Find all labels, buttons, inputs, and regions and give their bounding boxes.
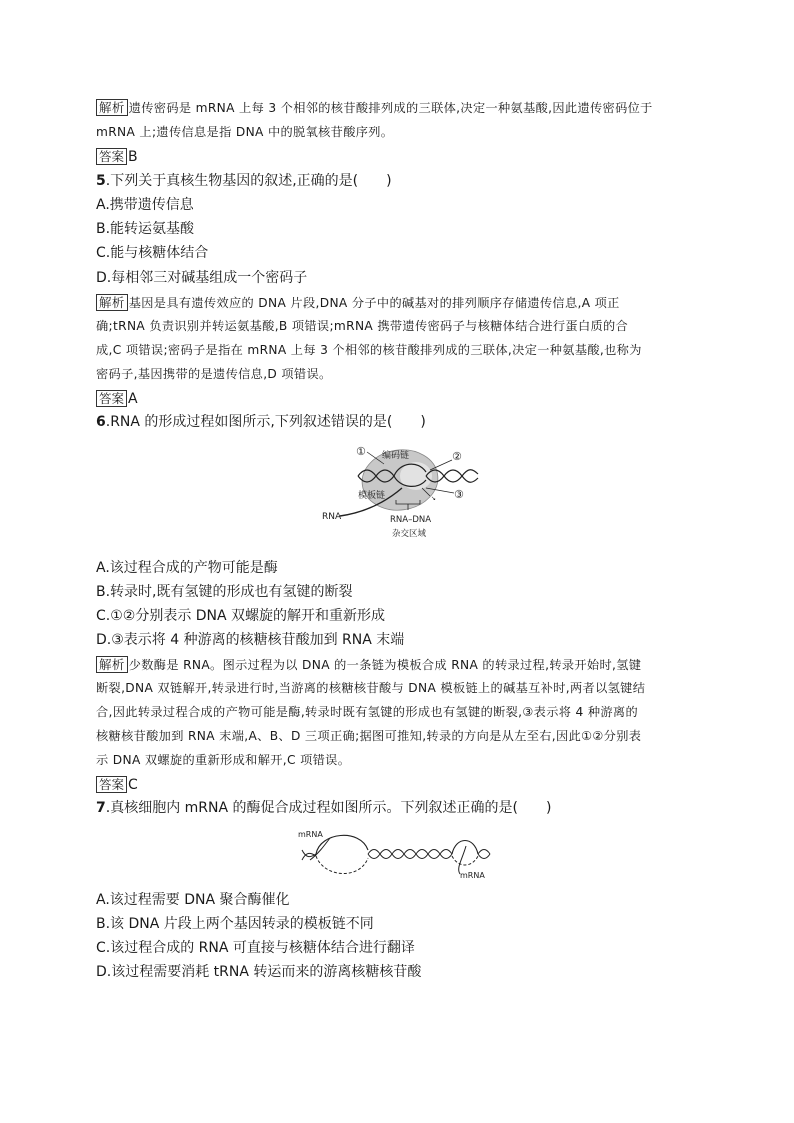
q5-analysis-line-2: 确;tRNA 负责识别并转运氨基酸,B 项错误;mRNA 携带遗传密码子与核糖体结合进行蛋白质的合 [96,319,629,333]
label-coding-strand: 编码链 [382,451,410,461]
left-bubble-upper [316,835,368,854]
q6-option-a: A.该过程合成的产物可能是酶 [96,560,278,576]
q6-analysis-line-2: 断裂,DNA 双链解开,转录进行时,当游离的核糖核苷酸与 DNA 模板链上的碱基互补时,两者以氢键结 [96,681,646,695]
q5-option-a: A.携带遗传信息 [96,197,194,213]
q6-stem: 6.RNA 的形成过程如图所示,下列叙述错误的是( ) [96,414,426,430]
q4-answer: 答案 B [96,148,138,165]
answer-tag: 答案 [96,776,127,793]
q6-option-b: B.转录时,既有氢键的形成也有氢键的断裂 [96,584,353,600]
q7-option-a: A.该过程需要 DNA 聚合酶催化 [96,892,290,908]
q4-analysis-line-2: mRNA 上;遗传信息是指 DNA 中的脱氧核苷酸序列。 [96,125,394,139]
left-bubble-lower [316,856,368,874]
q5-analysis-line-4: 密码子,基因携带的是遗传信息,D 项错误。 [96,367,332,381]
q6-analysis-line-5: 示 DNA 双螺旋的重新形成和解开,C 项错误。 [96,753,351,767]
q6-analysis-line-3: 合,因此转录过程合成的产物可能是酶,转录时既有氢键的形成也有氢键的断裂,③表示将 4 种游离的 [96,705,638,719]
q7-option-b: B.该 DNA 片段上两个基因转录的模板链不同 [96,916,374,932]
q7-option-c: C.该过程合成的 RNA 可直接与核糖体结合进行翻译 [96,940,415,956]
label-hybrid-2: 杂交区域 [392,529,427,539]
label-rna: RNA [322,512,342,522]
q5-option-d: D.每相邻三对碱基组成一个密码子 [96,270,308,286]
q6-option-c: C.①②分别表示 DNA 双螺旋的解开和重新形成 [96,608,386,624]
q5-analysis-line-3: 成,C 项错误;密码子是指在 mRNA 上每 3 个相邻的核苷酸排列成的三联体,决定一种氨基酸,也称为 [96,343,642,357]
label-hybrid-1: RNA–DNA [390,515,432,525]
marker-3: ③ [454,488,464,501]
q7-stem: 7.真核细胞内 mRNA 的酶促合成过程如图所示。下列叙述正确的是( ) [96,800,552,816]
q5-option-c: C.能与核糖体结合 [96,245,209,261]
svg-text:↘: ↘ [431,495,437,502]
mrna-right-strand [459,846,466,874]
analysis-tag: 解析 [96,294,128,311]
answer-tag: 答案 [96,390,127,407]
q6-analysis-line-4: 核糖核苷酸加到 RNA 末端,A、B、D 三项正确;据图可推知,转录的方向是从左至右,因此①②分别表 [96,729,642,743]
mrna-synthesis-diagram [296,824,496,886]
q5-analysis-line-1: 解析 基因是具有遗传效应的 DNA 片段,DNA 分子中的碱基对的排列顺序存储遗传信息,A 项正 [96,294,620,311]
analysis-tag: 解析 [96,656,128,673]
label-mrna-left: mRNA [298,830,323,839]
analysis-tag: 解析 [96,99,128,116]
answer-tag: 答案 [96,148,127,165]
marker-1: ① [356,445,366,458]
label-template-strand: 模板链 [358,491,386,501]
q6-option-d: D.③表示将 4 种游离的核糖核苷酸加到 RNA 末端 [96,632,405,648]
q5-stem: 5.下列关于真核生物基因的叙述,正确的是( ) [96,173,392,189]
q5-answer: 答案 A [96,390,138,407]
q6-answer: 答案 C [96,776,138,793]
middle-helix-b [368,850,452,859]
q5-option-b: B.能转运氨基酸 [96,221,195,237]
transcription-diagram [318,438,483,550]
marker-2: ② [452,450,462,463]
q4-analysis-line-1: 解析 遗传密码是 mRNA 上每 3 个相邻的核苷酸排列成的三联体,决定一种氨基酸,因此遗传密码位于 [96,99,653,116]
q7-option-d: D.该过程需要消耗 tRNA 转运而来的游离核糖核苷酸 [96,964,422,980]
right-bubble-lower [452,856,478,865]
label-mrna-right: mRNA [460,871,485,880]
q6-analysis-line-1: 解析 少数酶是 RNA。图示过程为以 DNA 的一条链为模板合成 RNA 的转录过程,转录开始时,氢键 [96,656,641,673]
mrna-left-strand [310,838,330,860]
right-bubble-upper [452,841,478,855]
